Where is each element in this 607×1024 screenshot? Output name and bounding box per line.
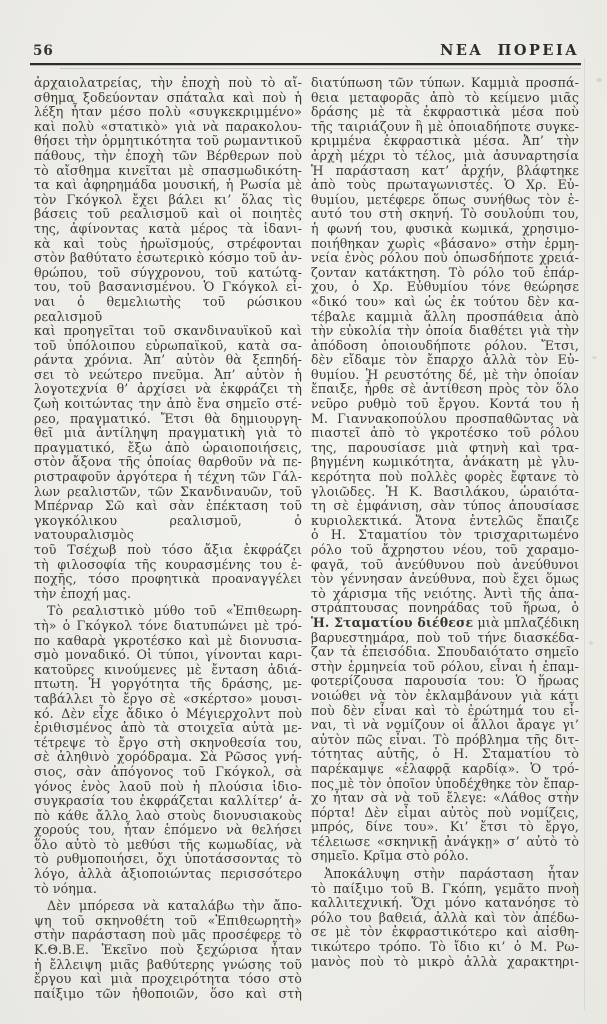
text-line: τὴν ἐποχή μας.	[34, 585, 132, 601]
text-line: βάσεις τοῦ ρεαλισμοῦ καὶ οἱ ποιητὲς	[34, 206, 302, 222]
text-line: τὴ» ὁ Γκόγκολ τόνε διατυπώνει μὲ τρό-	[34, 617, 302, 633]
text-line: ψη τοῦ σκηνοθέτη τοῦ «Ἐπιθεωρητὴ»	[34, 912, 302, 928]
text-line: δὲν εἴδαμε τὸν ἔπαρχο ἀλλὰ τὸν Εὐ-	[311, 352, 579, 368]
text-line: ναι, τὶ νὰ νομίζουν οἱ ἄλλοι ἄραγε γι’	[311, 717, 579, 733]
text-line: συγκρασία του ἐκφράζεται καλλίτερ’ ἀ-	[34, 793, 302, 809]
page-header	[33, 42, 579, 59]
text-line: τὸ αἴσθημα κινεῖται μὲ σπασμωδικότη-	[34, 162, 302, 178]
text-line: ζωὴ κοιτώντας την ἀπὸ ἕνα σημεῖο στέ-	[34, 396, 302, 412]
text-line: «δικό του» καὶ ὡς ἐκ τούτου δὲν κα-	[311, 293, 579, 309]
text-line: κὰ καὶ τοὺς ἡρωϊσμούς, στρέφονται	[34, 235, 302, 251]
text-line: Ἡ παράσταση κατ’ ἀρχήν, βλάφτηκε	[311, 162, 579, 178]
text-line: νοιώθει νὰ τὸν ἐκλαμβάνουν γιὰ κάτι	[311, 687, 579, 703]
text-line: χου, ὁ Χρ. Εὐθυμίου τόνε θεώρησε	[311, 279, 579, 295]
text-line: ὅλο αὐτὸ τὸ μεθύσι τῆς κωμωδίας, νὰ	[34, 836, 302, 852]
text-line: τὸ χάρισμα τῆς νειότης. Ἀντὶ τῆς ἀπα-	[311, 585, 579, 601]
page-number: 56	[33, 43, 54, 59]
text-line: σημεῖο. Κρῖμα στὸ ρόλο.	[311, 848, 469, 864]
text-line: Μ. Γιαννακοπούλου προσπαθῶντας νὰ	[311, 410, 579, 426]
text-line: θυμίου. Ἡ ρευστότης δέ, μὲ τὴν ὁποίαν	[311, 366, 579, 382]
text-line: στὴν ἑρμηνεία τοῦ ρόλου, εἶναι ἡ ἐπαμ-	[311, 658, 579, 674]
text-segment: μιὰ μπλαζέδικη	[473, 614, 580, 630]
text-line: καὶ προηγεῖται τοῦ σκανδιναυϊκοῦ καὶ	[34, 323, 302, 339]
text-line: καὶ πολὺ «στατικὸ» γιὰ νὰ παρακολου-	[34, 118, 302, 134]
text-line: τὸ νόημα.	[34, 880, 97, 896]
text-line: θρώπου, τοῦ σύγχρονου, τοῦ κατώτα-	[34, 264, 302, 280]
text-line: Ἀποκάλυψη στὴν παράσταση ἦταν	[324, 866, 579, 882]
text-line: κριμμένα ἐκφραστικὰ μέσα. Ἀπ’ τὴν	[311, 133, 579, 149]
text-line: καλλιτεχνική. Ὄχι μόνο κατανόησε τὸ	[311, 895, 579, 911]
text-line: παρέκαμψε «ἐλαφρᾷ καρδίᾳ». Ὁ τρό-	[311, 760, 579, 776]
text-line: Μπέρναρ Σῶ καὶ σὰν ἐπέκταση τοῦ	[34, 498, 302, 514]
text-line: πόρτα! Δὲν εἶμαι αὐτὸς ποὺ νομίζεις,	[311, 804, 579, 820]
text-line: ριστραφοῦν ἀργότερα ἡ τέχνη τῶν Γάλ-	[34, 469, 302, 485]
text-line: πος μὲ τὸν ὁποῖον ὑποδέχθηκε τὸν ἔπαρ-	[311, 775, 579, 791]
paragraph	[311, 76, 579, 864]
text-line: θήσει τὴν ὁρμητικότητα τοῦ ρωμαντικοῦ	[34, 133, 302, 149]
text-line: σὲ ἀληθινὸ χορόδραμα. Σὰ Ρῶσος γνή-	[34, 749, 302, 765]
text-line: σει τὸ νεώτερο πνεῦμα. Ἀπ’ αὐτὸν ἡ	[34, 366, 302, 382]
text-line: γόνος ἑνὸς λαοῦ ποὺ ἡ πλούσια ἰδιο-	[34, 778, 302, 794]
text-line: λογοτεχνία θ’ ἀρχίσει νὰ ἐκφράζει τὴ	[34, 381, 302, 397]
text-line: ρεο, πραγματικό. Ἔτσι θὰ δημιουργη-	[34, 410, 302, 426]
text-line: στὸν βαθύτατο ἐσωτερικὸ κόσμο τοῦ ἀν-	[34, 250, 302, 266]
paragraph	[311, 867, 579, 969]
text-line: βαρυεστημάρα, ποὺ τοῦ τήνε διασκέδα-	[311, 629, 579, 645]
text-line: αυτό του στὴ σκηνή. Τὸ σουλούπι του,	[311, 206, 579, 222]
text-line: λων ρεαλιστῶν, τῶν Σκανδιναυῶν, τοῦ	[34, 483, 302, 499]
text-line: Τὸ ρεαλιστικὸ μύθο τοῦ «Ἐπιθεωρη-	[47, 603, 302, 619]
text-line: τὸν Γκόγκολ ἔχει βάλει κι’ ὅλας τὶς	[34, 191, 302, 207]
text-line: αὐτὸν πῶς εἶναι. Τὸ πρόβλημα τῆς διτ-	[311, 731, 579, 747]
text-line: τότητας αὐτῆς, ὁ Η. Σταματίου τὸ	[311, 746, 579, 762]
text-line: της, ἀφίνοντας κατὰ μέρος τὰ ἰδανι-	[34, 220, 302, 236]
text-line: του, τοῦ βασανισμένου. Ὁ Γκόγκολ εἶ-	[34, 279, 302, 295]
text-line: ἀπὸ τοὺς πρωταγωνιστές. Ὁ Χρ. Εὐ-	[311, 177, 579, 193]
text-line: νεῦρο ρυθμὸ τοῦ ἔργου. Κοντά του ἡ	[311, 396, 579, 412]
text-line: ταβάλλει τὸ ἔργο σὲ «σκέρτσο» μουσι-	[34, 690, 302, 706]
text-line: γκογκόλικου ρεαλισμοῦ, ὁ νατουραλισμὸς	[34, 512, 302, 543]
text-line: σε μὲ τὸν ἐκφραστικότερο καὶ αἰσθη-	[311, 924, 579, 940]
text-line: κατοῦρες κινούμενες μὲ ἔνταση ἀδιά-	[34, 661, 302, 677]
text-line: σμὸ μοναδικό. Οἱ τύποι, γίνονται καρι-	[34, 647, 302, 663]
text-line: τικώτερο τρόπο. Τὸ ἴδιο κι’ ὁ Μ. Ρω-	[311, 939, 579, 955]
text-line	[311, 616, 579, 631]
text-line: βηγμένη κωμικότητα, ἀνάκατη μὲ γλυ-	[311, 454, 579, 470]
paragraph	[34, 604, 302, 896]
text-line: λόγο, ἀλλὰ ἀξιοποιώντας περισσότερο	[34, 866, 302, 882]
text-line: ἐριθισμένος ἀπὸ τὰ στοιχεῖα αὐτὰ με-	[34, 720, 302, 736]
text-line: κερότητα ποὺ πολλὲς φορὲς ἔφτανε τὸ	[311, 469, 579, 485]
scan-edge-artifact	[584, 58, 585, 1010]
text-line: ἡ ἔλλειψη μιᾶς βαθύτερης γνώσης τοῦ	[34, 956, 302, 972]
paragraph	[34, 899, 302, 1001]
scan-speck-artifact	[592, 356, 597, 359]
text-line: πραγματικό, ἔξω ἀπὸ ὡραιοποιήσεις,	[34, 439, 302, 455]
text-line: λέξη ἦταν μέσο πολὺ «συγκεκριμμένο»	[34, 104, 302, 120]
text-line: διατύπωση τῶν τύπων. Καμμιὰ προσπά-	[311, 75, 579, 90]
scan-speck-artifact	[589, 641, 593, 645]
text-line: πο καθαρὰ γκροτέσκο καὶ μὲ διονυσια-	[34, 632, 302, 648]
text-line: μανὸς ποὺ τὸ μικρὸ ἀλλὰ χαρακτηρι-	[311, 953, 579, 969]
header-rule-shadow	[60, 68, 581, 69]
paragraph	[34, 76, 302, 601]
text-line: Δὲν μπόρεσα νὰ καταλάβω τὴν ἄπο-	[47, 898, 302, 914]
text-line: κό. Δὲν εἶχε ἄδικο ὁ Μέγιερχολντ ποὺ	[34, 705, 302, 721]
text-line: φαγᾶ, τοῦ ἀνεύθυνου ποὺ ἀνεύθυνοι	[311, 556, 579, 572]
text-line: θυμίου, μετέφερε ὅπως συνήθως τὸν ἑ-	[311, 191, 579, 207]
text-line: τα καὶ ἀφηρημάδα μουσική, ἡ Ρωσία μὲ	[34, 177, 302, 193]
text-line: χο ἦταν σὰ νὰ τοῦ ἔλεγε: «Λάθος στὴν	[311, 790, 579, 806]
text-line: χορούς του, ἦταν ἑπόμενο νὰ θελήσει	[34, 822, 302, 838]
text-line: τὸ παίξιμο τοῦ Β. Γκόπη, γεμᾶτο πνοὴ	[311, 880, 579, 896]
text-line: δράσης μὲ τὰ ἐκφραστικὰ μέσα ποὺ	[311, 104, 579, 120]
text-line: σιος, σὰν ἀπόγονος τοῦ Γκόγκολ, σὰ	[34, 763, 302, 779]
text-line: ἀρχαιολατρείας, τὴν ἐποχὴ ποὺ τὸ αἴ-	[34, 75, 302, 90]
text-line: θεια μεταφορᾶς ἀπὸ τὸ κείμενο μιᾶς	[311, 89, 579, 105]
text-line: πὸ κάθε ἄλλο λαὸ στοὺς διονυσιακοὺς	[34, 807, 302, 823]
text-line: στράπτουσας πονηράδας τοῦ ἥρωα, ὁ	[311, 600, 579, 616]
bold-text-segment: Ἡ. Σταματίου διέθεσε	[311, 614, 474, 630]
text-column-right	[311, 76, 579, 969]
text-line: τέτρεψε τὸ ἔργο στὴ σκηνοθεσία του,	[34, 734, 302, 750]
text-line: ἔργου καὶ μιὰ προχειρότητα τόσο στὸ	[34, 971, 302, 987]
text-column-left	[34, 76, 302, 1001]
text-line: ἔπαιξε, ἦρθε σὲ ἀντίθεση πρὸς τὸν ὅλο	[311, 381, 579, 397]
text-line: στὴν παράσταση ποὺ μᾶς προσέφερε τὸ	[34, 927, 302, 943]
text-line: ὁ Η. Σταματίου τὸν τρισχαριτωμένο	[311, 527, 579, 543]
text-line: στὸν ἄξονα τῆς ὁποίας θαρθοῦν νὰ πε-	[34, 454, 302, 470]
text-line: σθημα ξοδεύονταν σπάταλα καὶ ποὺ ἡ	[34, 89, 302, 105]
text-line: τοῦ ὑπόλοιπου εὐρωπαϊκοῦ, κατὰ σα-	[34, 337, 302, 353]
text-line: ρόλο τοῦ ἄχρηστου νέου, τοῦ χαραμο-	[311, 542, 579, 557]
text-line: τὴ φιλοσοφία τῆς κουρασμένης του ἐ-	[34, 556, 302, 572]
text-line: θεῖ μιὰ ἀντίληψη πραγματικὴ γιὰ τὸ	[34, 425, 302, 441]
scan-speck-artifact	[596, 78, 602, 82]
text-line: μπρός, δίνε του». Κι’ ἔτσι τὸ ἔργο,	[311, 819, 579, 835]
text-line: ρόλο του βαθειά, ἀλλὰ καὶ τὸν ἀπέδω-	[311, 909, 579, 925]
journal-title: ΝΕΑ ΠΟΡΕΙΑ	[440, 42, 579, 59]
text-line: παίξιμο τῶν ἠθοποιῶν, ὅσο καὶ στὴ	[34, 985, 302, 1001]
text-line: γλοιῶδες. Ἡ Κ. Βασιλάκου, ὡραιότα-	[311, 483, 579, 499]
text-line: ράντα χρόνια. Ἀπ’ αὐτὸν θὰ ξεπηδή-	[34, 352, 302, 368]
text-line: τὸ ρυθμοποιήσει, ὄχι ὑποτάσσοντας τὸ	[34, 851, 302, 867]
text-line: τοῦ Τσέχωβ ποὺ τόσο ἄξια ἐκφράζει	[34, 542, 302, 557]
text-line: τέβαλε καμμιὰ ἄλλη προσπάθεια ἀπὸ	[311, 308, 579, 324]
text-line: ἀρχὴ μέχρι τὸ τέλος, μιὰ ἀσυναρτησία	[311, 147, 579, 163]
text-line: ναι ὁ θεμελιωτὴς τοῦ ρώσικου ρεαλισμοῦ	[34, 293, 302, 324]
text-line: ποιήθηκαν χωρὶς «βάσανο» στὴν ἑρμη-	[311, 235, 579, 251]
text-line: πτωτη. Ἡ γοργότητα τῆς δράσης, με-	[34, 676, 302, 692]
text-line: πιαστεῖ ἀπὸ τὸ γκροτέσκο τοῦ ρόλου	[311, 425, 579, 441]
text-line: ζονταν κατάκτηση. Τὸ ρόλο τοῦ ἐπάρ-	[311, 264, 579, 280]
text-line: ἀπόδοση ὁποιουδήποτε ρόλου. Ἔτσι,	[311, 337, 579, 353]
text-line: της, παρουσίασε μιὰ φτηνὴ καὶ τρα-	[311, 439, 579, 455]
text-line: τὴν εὐκολία τὴν ὁποία διαθέτει γιὰ τὴν	[311, 323, 579, 339]
text-line: Κ.Θ.Β.Ε. Ἐκεῖνο ποὺ ξεχώρισα ἦταν	[34, 942, 302, 958]
text-line: πάθους, τὴν ἐποχὴ τῶν Βέρθερων ποὺ	[34, 147, 302, 163]
text-line: τη σὲ ἐμφάνιση, σὰν τύπος ἀπουσίασε	[311, 498, 579, 514]
text-line: τὸν γέννησαν ἀνεύθυνα, ποὺ ἔχει ὅμως	[311, 571, 579, 587]
text-line: φοτερίζουσα παρουσία του: Ὁ ἥρωας	[311, 673, 579, 689]
text-line: ποχῆς, τόσο προφητικὰ προαναγγέλει	[34, 571, 302, 587]
text-line: τέλειωσε «σκηνικῇ ἀνάγκῃ» σ’ αὐτὸ τὸ	[311, 833, 579, 849]
text-line: ζαν τὰ ἐπεισόδια. Σπουδαιότατο σημεῖο	[311, 644, 579, 660]
header-rule	[30, 63, 581, 65]
text-line: ἡ φωνή του, φυσικὰ κωμικά, χρησιμο-	[311, 220, 579, 236]
text-line: νεία ἑνὸς ρόλου ποὺ ὁπωσδήποτε χρειά-	[311, 250, 579, 266]
text-line: κυριολεκτικά. Ἄτονα ἐντελῶς ἔπαιζε	[311, 512, 579, 528]
text-line: ποὺ δὲν εἶναι καὶ τὸ ἐρώτημά του εἶ-	[311, 702, 579, 718]
text-line: τῆς ταιριάζουν ἢ μὲ ὁποιαδήποτε συγκε-	[311, 118, 579, 134]
